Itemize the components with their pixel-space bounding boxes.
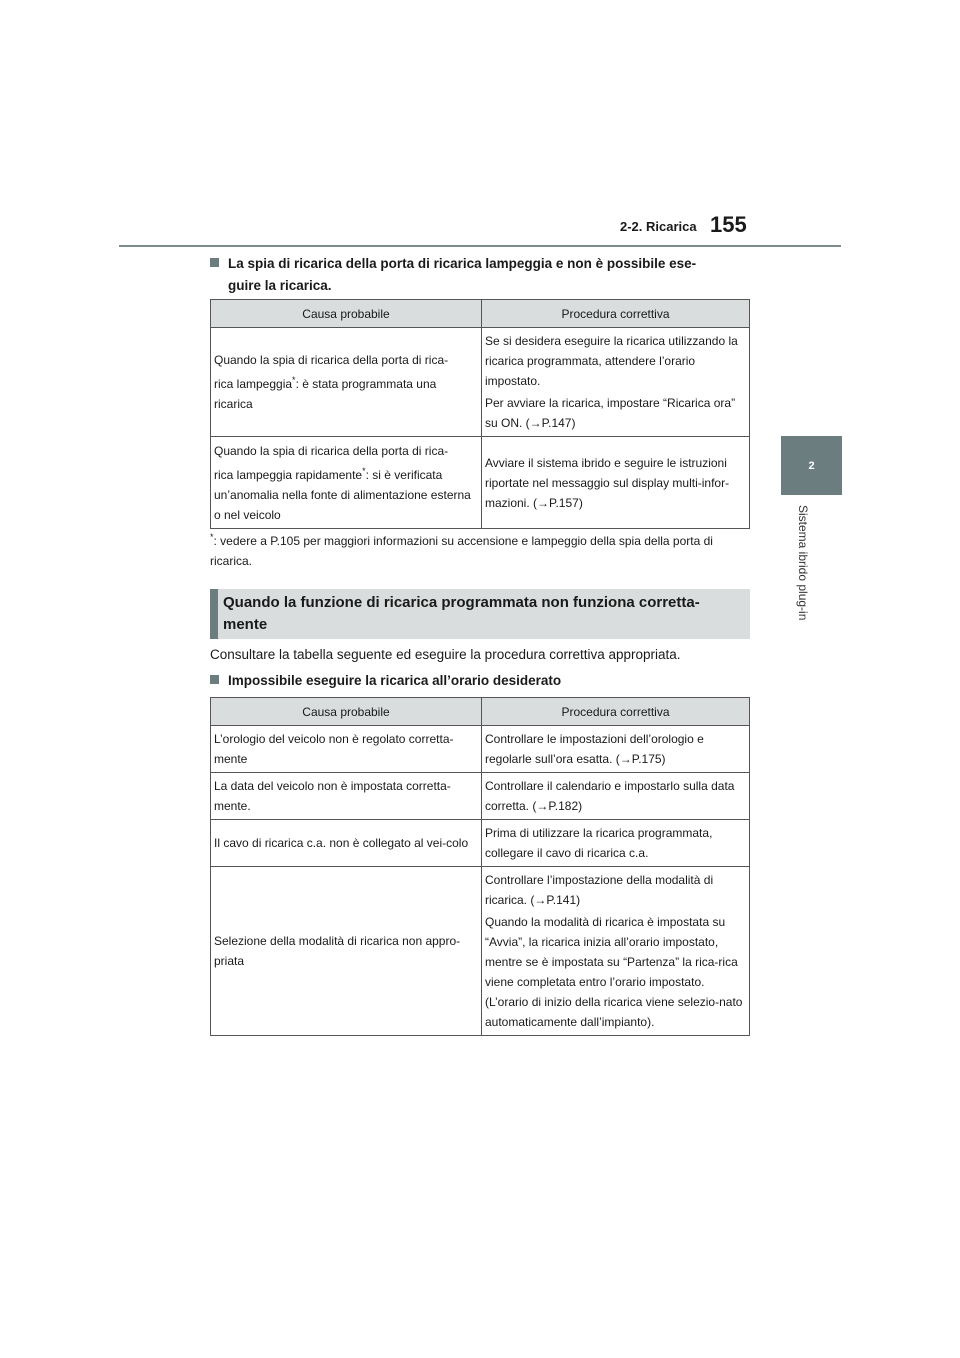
table-charging-port-blink	[210, 299, 750, 529]
table-row	[211, 867, 750, 1036]
cause-text: Quando la spia di ricarica della porta di rica-	[214, 353, 449, 367]
cause-cell	[211, 437, 482, 529]
fix-cell: Controllare le impostazioni dell’orologio e regolarle sull’ora esatta. (→P.175)	[482, 726, 750, 773]
cause-cell: L’orologio del veicolo non è regolato corretta-mente	[211, 726, 482, 773]
footnote-marker: *	[210, 532, 214, 542]
cause-text: rica lampeggia	[214, 377, 293, 391]
chapter-label-text: Sistema ibrido plug-in	[796, 505, 810, 621]
table-row	[211, 328, 750, 437]
column-header: Procedura correttiva	[482, 300, 750, 328]
fix-cell	[482, 437, 750, 529]
section2-heading	[210, 670, 561, 692]
header-rule	[119, 245, 841, 247]
chapter-number: 2	[808, 459, 815, 472]
cause-text: : è stata programmata una	[295, 377, 437, 391]
table-scheduled-charging	[210, 697, 750, 1036]
chapter-label	[795, 505, 815, 655]
fix-cell: Prima di utilizzare la ricarica programmata, collegare il cavo di ricarica c.a.	[482, 820, 750, 867]
heading-line: La spia di ricarica della porta di ricarica lampeggia e non è possibile ese-	[228, 256, 697, 271]
cause-text: Quando la spia di ricarica della porta di rica-	[214, 443, 449, 458]
section1-heading	[210, 253, 750, 297]
fix-cell	[482, 328, 750, 437]
cause-cell: La data del veicolo non è impostata corretta-mente.	[211, 773, 482, 820]
cause-cell	[211, 328, 482, 437]
cause-text: rica lampeggia rapidamente	[214, 467, 363, 482]
fix-cell: Controllare il calendario e impostarlo sulla data corretta. (→P.182)	[482, 773, 750, 820]
square-bullet-icon	[210, 258, 219, 267]
section-title: 2-2. Ricarica	[620, 219, 697, 234]
banner-title: Quando la funzione di ricarica programmata non funziona corretta-mente	[223, 594, 700, 633]
column-header: Causa probabile	[211, 698, 482, 726]
fix-cell	[482, 867, 750, 1036]
table-row	[211, 726, 750, 773]
column-header: Procedura correttiva	[482, 698, 750, 726]
heading-line: Impossibile eseguire la ricarica all’orario desiderato	[228, 673, 562, 688]
banner-accent-bar	[210, 589, 218, 639]
fix-text: Se si desidera eseguire la ricarica utilizzando la ricarica programmata, attendere l’orario impostato.	[485, 334, 738, 388]
column-header: Causa probabile	[211, 300, 482, 328]
footnote-marker: *	[292, 375, 296, 385]
table-row	[211, 773, 750, 820]
footnote-text: : vedere a P.105 per maggiori informazioni su accensione e lampeggio della spia della porta di ricarica.	[210, 534, 713, 568]
fix-text: Per avviare la ricarica, impostare “Ricarica ora” su ON. (→P.147)	[485, 396, 736, 430]
cause-text: : si è verificata un’anomalia nella fonte di alimentazione esterna o nel veicolo	[214, 467, 471, 522]
intro-paragraph: Consultare la tabella seguente ed eseguire la procedura correttiva appropriata.	[210, 647, 681, 662]
section-banner	[210, 589, 750, 639]
cause-text: ricarica	[214, 397, 253, 411]
fix-text: Avviare il sistema ibrido e seguire le istruzioni riportate nel messaggio sul display multi-infor-mazioni. (→P.157)	[485, 455, 730, 510]
cause-cell: Selezione della modalità di ricarica non appro-priata	[211, 867, 482, 1036]
square-bullet-icon	[210, 675, 219, 684]
fix-text: Quando la modalità di ricarica è impostata su “Avvia”, la ricarica inizia all’orario impostato, mentre se è impostata su “Partenza” la rica-rica viene completata entro l’orario impostato. (L’orario di inizio della ricarica viene selezio-nato automaticamente dall’impianto).	[485, 915, 743, 1029]
footnote	[210, 527, 750, 571]
page-number: 155	[710, 212, 747, 237]
footnote-marker: *	[362, 465, 366, 476]
heading-line: guire la ricarica.	[228, 278, 332, 293]
table-row	[211, 820, 750, 867]
table-row	[211, 437, 750, 529]
cause-cell: Il cavo di ricarica c.a. non è collegato al vei-colo	[211, 820, 482, 867]
chapter-tab	[781, 436, 842, 495]
fix-text: Controllare l’impostazione della modalità di ricarica. (→P.141)	[485, 873, 714, 907]
